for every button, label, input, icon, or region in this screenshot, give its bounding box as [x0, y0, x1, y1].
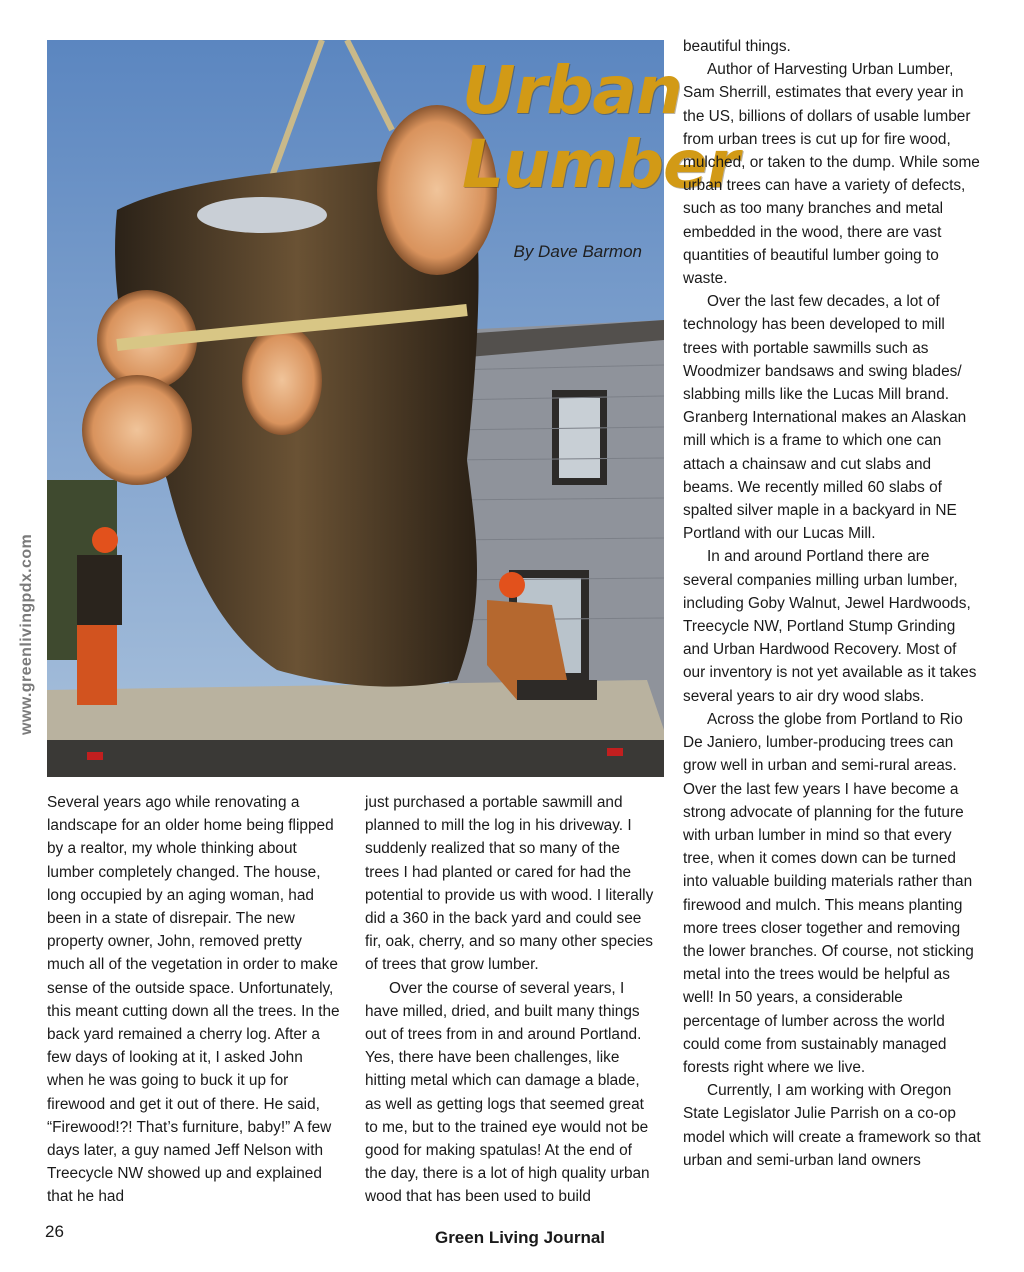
- paragraph: Over the course of several years, I have milled, dried, and built many things out of trees from in and around Portland. Yes, there have been challenges, like hitting metal which can damage a blade, as well as getting logs that seemed great to me, but to the trained eye would not be good for making spatulas! At the end of the day, there is a lot of high quality urban wood that has been used to build: [365, 979, 650, 1206]
- paragraph: In and around Portland there are several companies milling urban lumber, including Goby Walnut, Jewel Hardwoods, Treecycle NW, Portland Stump Grinding and Urban Hardwood Recovery. Most of our inventory is not yet available as it takes several years to air dry wood slabs.: [683, 548, 977, 705]
- sidebar-url: www.greenlivingpdx.com: [18, 533, 35, 735]
- byline: By Dave Barmon: [513, 242, 642, 261]
- paragraph: Across the globe from Portland to Rio De Janiero, lumber-producing trees can grow well in urban and semi-rural areas. Over the last few years I have become a strong advocate of planning for the future with urban lumber in mind so that every tree, when it comes down can be turned into valuable building materials rather than firewood and mulch. This means planting more trees closer together and removing the lower branches. Of course, not sticking metal into the trees would be helpful as well! In 50 years, a considerable percentage of lumber across the world could come from sustainably managed forests right where we live.: [683, 710, 974, 1076]
- paragraph: Currently, I am working with Oregon State Legislator Julie Parrish on a co-op model which will create a framework so that urban and semi-urban land owners: [683, 1082, 981, 1169]
- paragraph: Author of Harvesting Urban Lumber, Sam Sherrill, estimates that every year in the US, billions of dollars of usable lumber from urban trees is cut up for fire wood, mulched, or taken to the dump. While some urban trees can have a variety of defects, such as too many branches and metal embedded in the wood, there are vast quantities of beautiful lumber going to waste.: [683, 61, 980, 288]
- paragraph: beautiful things.: [683, 38, 791, 55]
- title-line-1: Urban: [462, 52, 682, 129]
- paragraph: Over the last few decades, a lot of technology has been developed to mill trees with portable sawmills such as Woodmizer bandsaws and swing blades/ slabbing mills like the Lucas Mill brand. Granberg International makes an Alaskan mill which is a frame to which one can attach a chainsaw and cut slabs and beams. We recently milled 60 slabs of spalted silver maple in a backyard in NE Portland with our Lucas Mill.: [683, 293, 967, 543]
- publication-name: Green Living Journal: [434, 1228, 606, 1247]
- paragraph: just purchased a portable sawmill and planned to mill the log in his driveway. I suddenly realized that so many of the trees I had planted or cared for had the potential to provide us with wood. I literally did a 360 in the back yard and could see fir, oak, cherry, and so many other species of trees that grow lumber.: [365, 794, 654, 974]
- page-number: 26: [45, 1222, 64, 1241]
- paragraph: Several years ago while renovating a landscape for an older home being flipped by a realtor, my whole thinking about lumber completely changed. The house, long occupied by an aging woman, had been in a state of disrepair. The new property owner, John, removed pretty much all of the vegetation in order to make sense of the outside space. Unfortunately, this meant cutting down all the trees. In the back yard remained a cherry log. After a few days of looking at it, I asked John when he was going to buck it up for firewood and get it out of there. He said, “Firewood!?! That’s furniture, baby!” A few days later, a guy named Jeff Nelson with Treecycle NW showed up and explained that he had: [47, 794, 340, 1206]
- column-3: [683, 35, 981, 1172]
- title-line-2: Lumber: [462, 126, 739, 203]
- article-title: [462, 52, 739, 203]
- column-1: [47, 791, 343, 1209]
- column-2: [365, 791, 656, 1209]
